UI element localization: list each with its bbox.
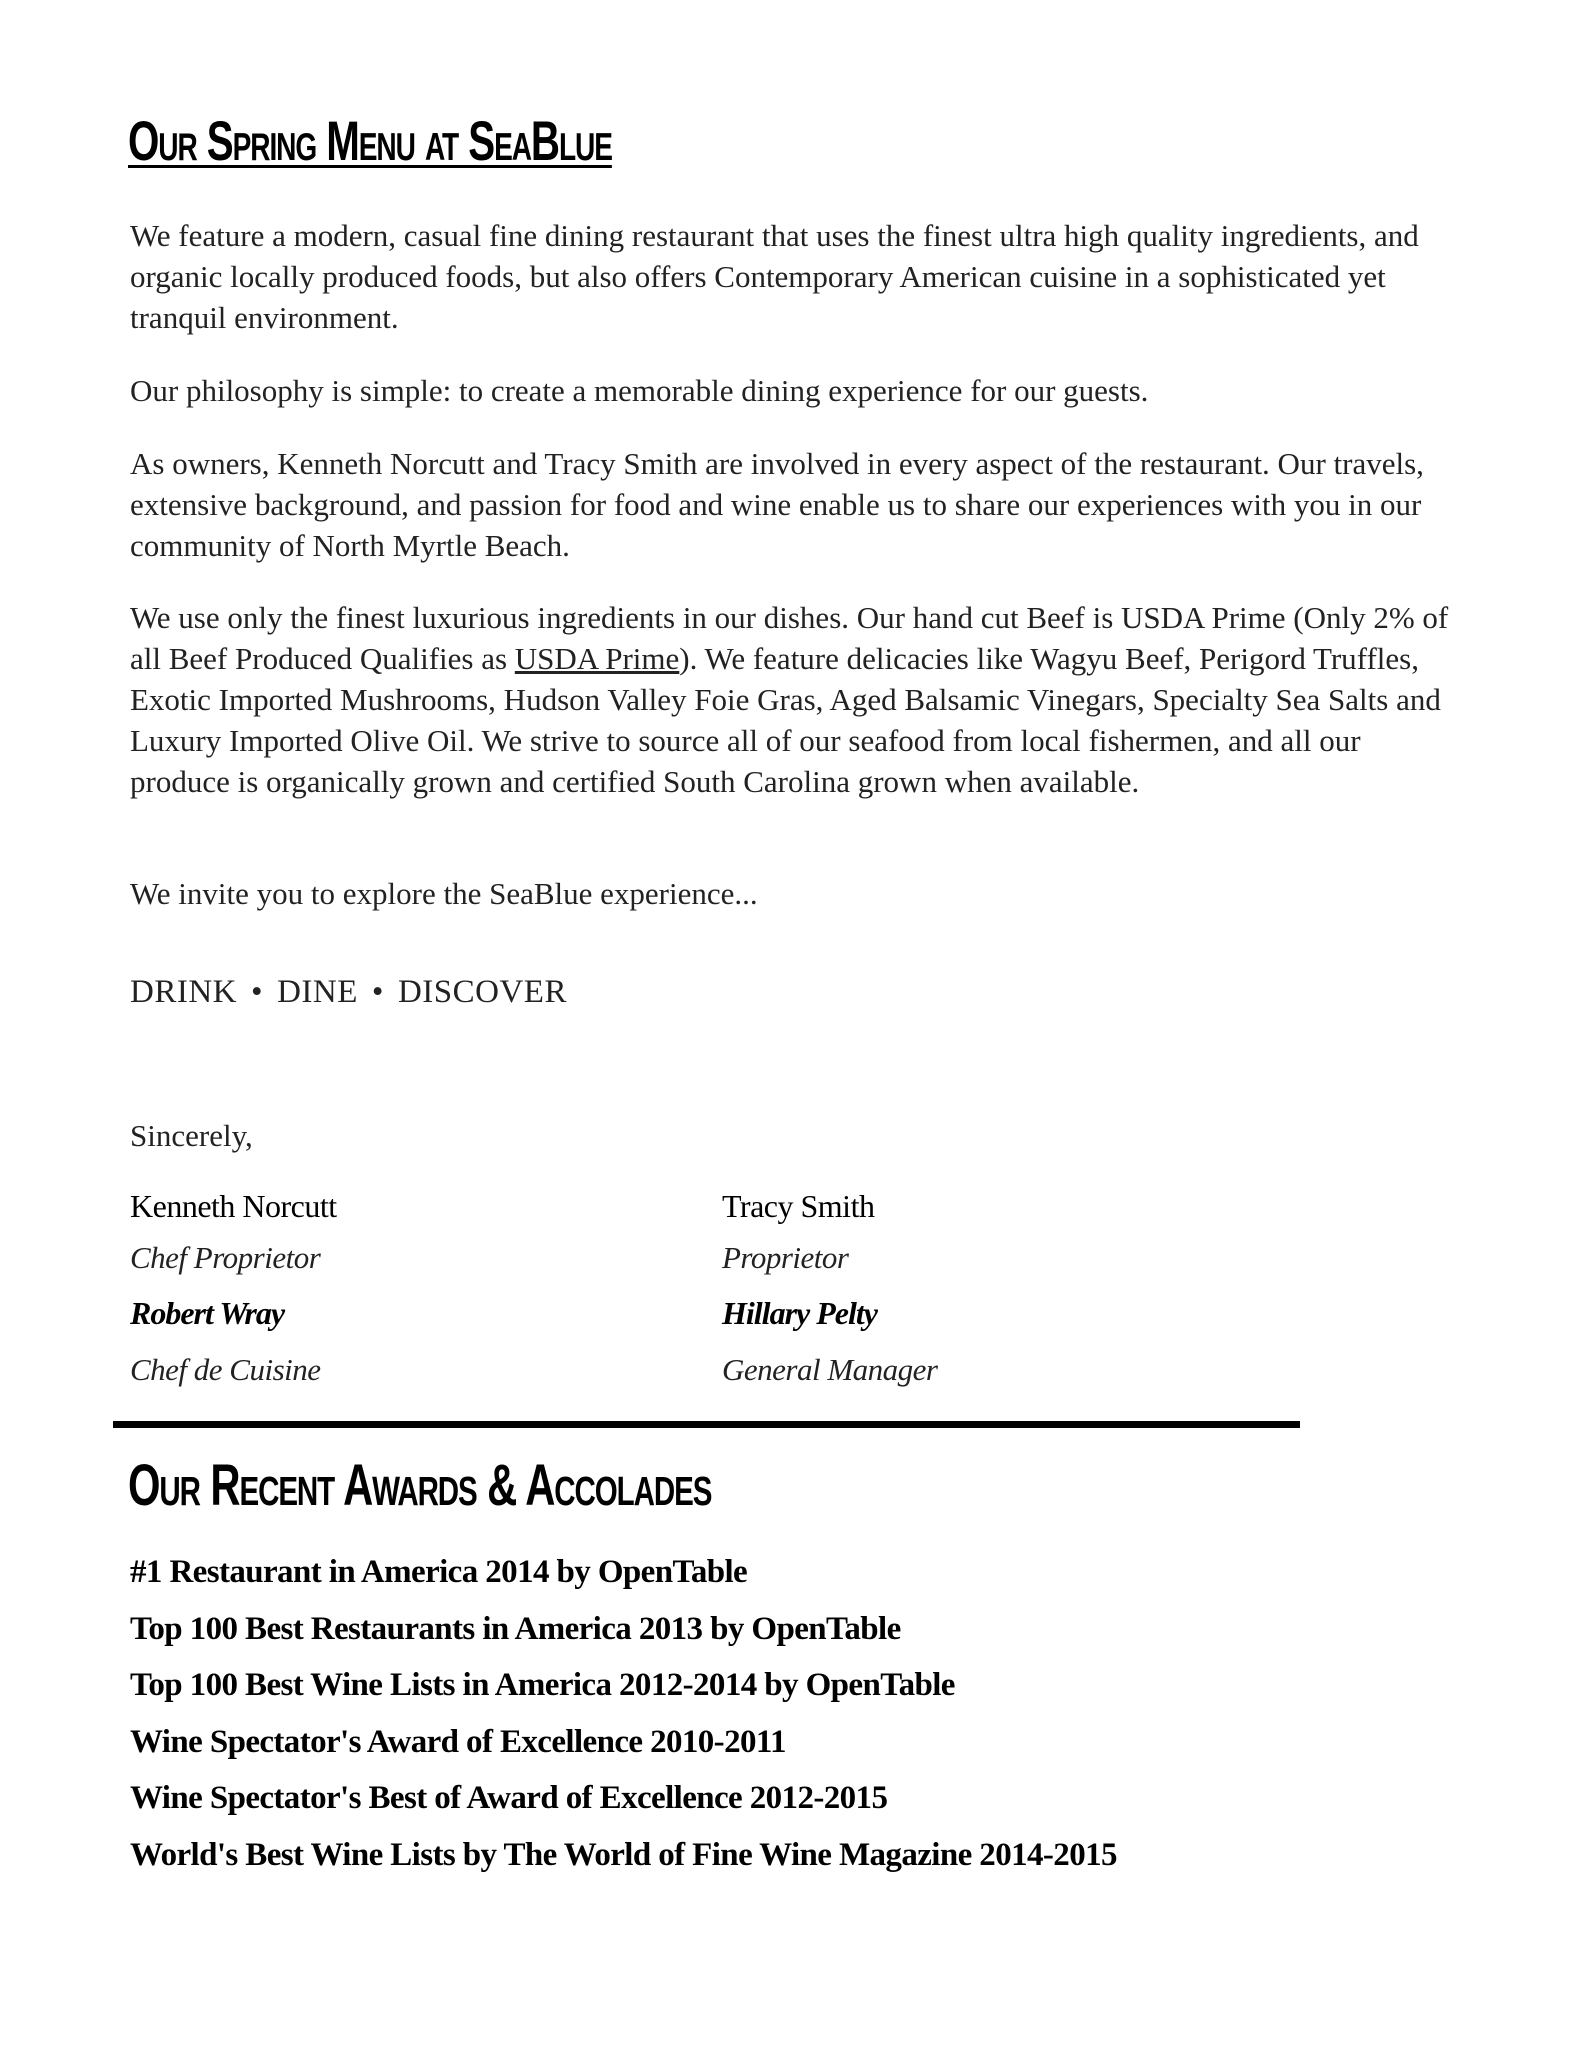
signature-name-tracy: Tracy Smith — [722, 1188, 875, 1224]
invite-paragraph: We invite you to explore the SeaBlue experience... — [130, 876, 758, 911]
ingredients-text-start: We use only the finest luxurious ingredients in our dishes. Our hand cut Beef is USDA Prime (Only 2% of all Beef Produced Qualifies as — [130, 600, 1449, 676]
signature-title-tracy: Proprietor — [722, 1240, 849, 1275]
tagline-dine: DINE — [277, 974, 358, 1010]
ingredients-paragraph — [130, 597, 1460, 802]
signature-name-kenneth: Kenneth Norcutt — [130, 1188, 337, 1224]
award-item: Top 100 Best Wine Lists in America 2012-2014 by OpenTable — [130, 1667, 955, 1703]
tagline-separator-2: • — [371, 974, 384, 1010]
awards-heading: Our Recent Awards & Accolades — [128, 1453, 712, 1518]
philosophy-paragraph: Our philosophy is simple: to create a memorable dining experience for our guests. — [130, 373, 1149, 408]
awards-list — [130, 1544, 1117, 1883]
award-item: Wine Spectator's Award of Excellence 2010-2011 — [130, 1723, 786, 1760]
tagline-separator-1: • — [251, 974, 264, 1010]
award-item: #1 Restaurant in America 2014 by OpenTable — [130, 1554, 748, 1590]
signature-title-kenneth: Chef Proprietor — [130, 1240, 321, 1275]
tagline-discover: DISCOVER — [397, 974, 567, 1010]
owners-paragraph: As owners, Kenneth Norcutt and Tracy Smith are involved in every aspect of the restaurant. Our travels, extensive background, and passion for food and wine enable us to share our experiences with you in our community of North Myrtle Beach. — [130, 446, 1424, 563]
ingredients-text-end: ). We feature delicacies like Wagyu Beef, Perigord Truffles, Exotic Imported Mushrooms, Hudson Valley Foie Gras, Aged Balsamic Vinegars, Specialty Sea Salts and Luxury Imported Olive Oil. We strive to source all of our seafood from local fishermen, and all our produce is organically grown and certified South Carolina grown when available. — [130, 641, 1441, 799]
tagline-drink: DRINK — [130, 974, 237, 1010]
signature-title-robert: Chef de Cuisine — [130, 1352, 321, 1387]
closing-salutation: Sincerely, — [130, 1118, 253, 1153]
signature-name-hillary: Hillary Pelty — [722, 1295, 877, 1331]
usda-prime-link[interactable]: USDA Prime — [514, 641, 680, 676]
page-title: Our Spring Menu at SeaBlue — [128, 109, 612, 172]
award-item: Top 100 Best Restaurants in America 2013 by OpenTable — [130, 1610, 901, 1647]
signature-title-hillary: General Manager — [722, 1352, 938, 1387]
intro-paragraph-1: We feature a modern, casual fine dining restaurant that uses the finest ultra high quality ingredients, and organic locally produced foods, but also offers Contemporary American cuisine in a sophisticated yet tranquil environment. — [130, 218, 1419, 335]
section-divider — [113, 1421, 1300, 1428]
award-item: Wine Spectator's Best of Award of Excellence 2012-2015 — [130, 1780, 888, 1816]
tagline — [130, 974, 567, 1011]
signature-name-robert: Robert Wray — [130, 1295, 285, 1331]
award-item: World's Best Wine Lists by The World of Fine Wine Magazine 2014-2015 — [130, 1836, 1117, 1873]
